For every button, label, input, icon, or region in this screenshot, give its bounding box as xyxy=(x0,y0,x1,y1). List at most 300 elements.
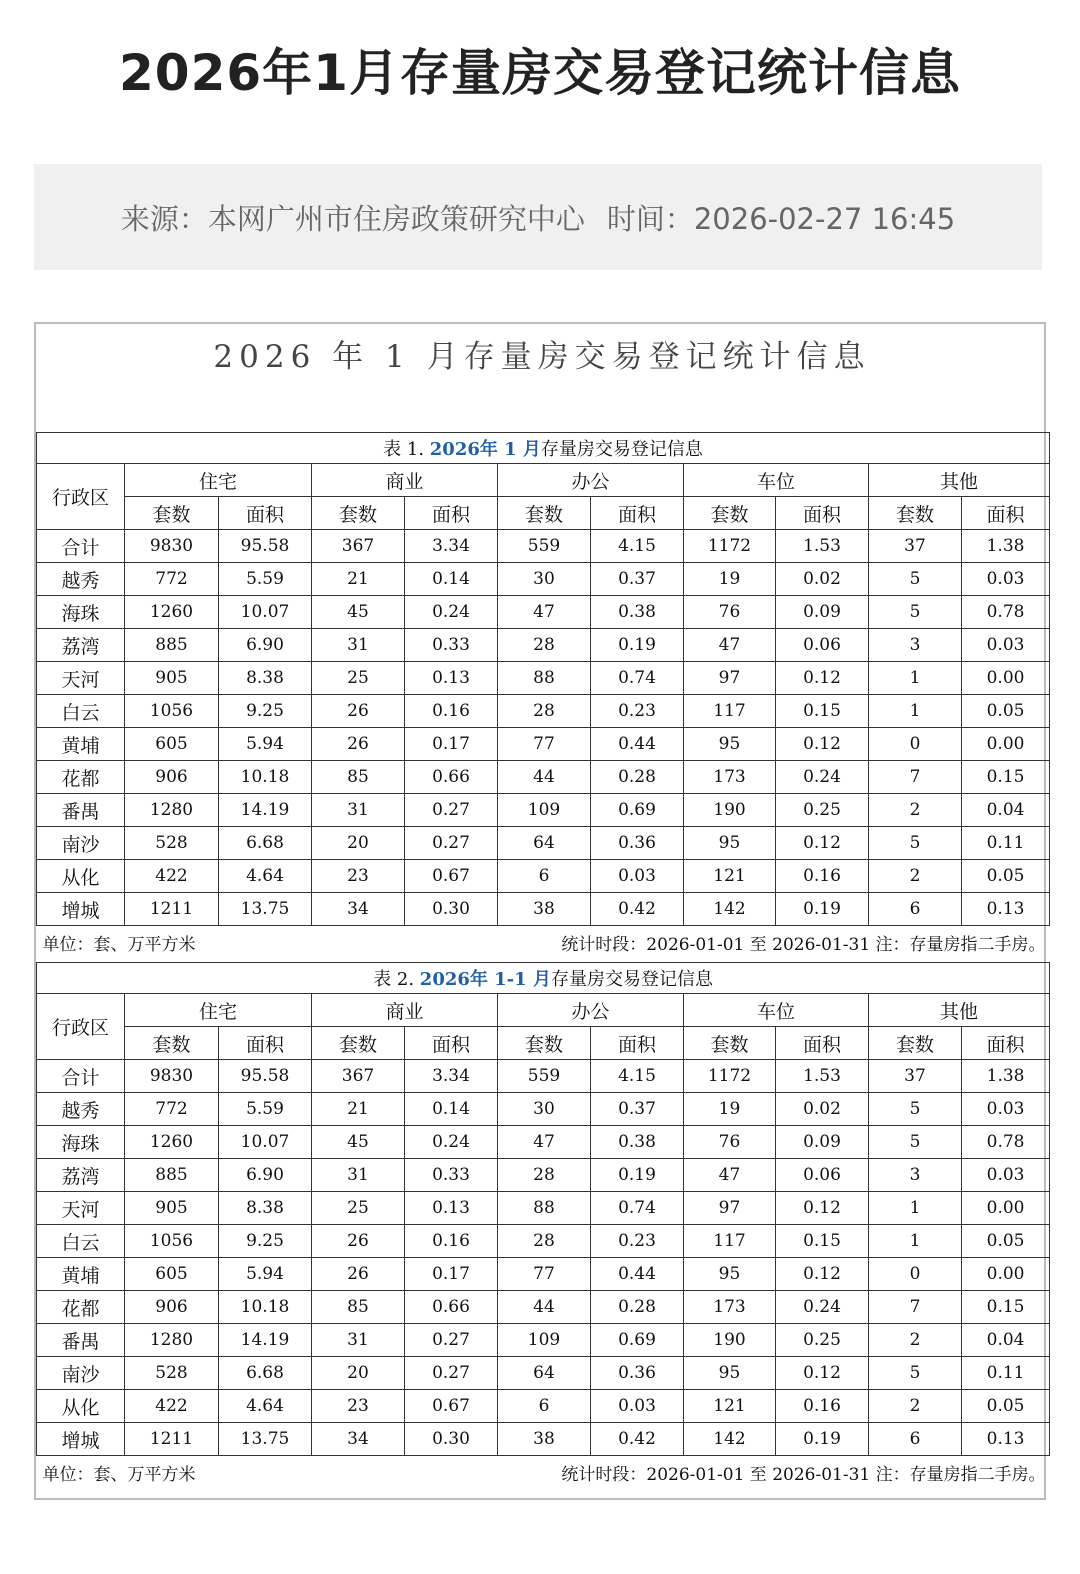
table-cell: 28 xyxy=(498,629,591,662)
table-cell: 13.75 xyxy=(219,893,312,926)
table-cell: 25 xyxy=(312,662,405,695)
table-cell: 367 xyxy=(312,530,405,563)
table-cell: 37 xyxy=(869,530,962,563)
district-name: 黄埔 xyxy=(37,1258,125,1291)
district-name: 荔湾 xyxy=(37,629,125,662)
table-cell: 37 xyxy=(869,1060,962,1093)
table-cell: 47 xyxy=(498,1126,591,1159)
table-cell: 28 xyxy=(498,695,591,728)
table-cell: 0.00 xyxy=(962,662,1050,695)
table-cell: 95 xyxy=(684,827,776,860)
table-cell: 95.58 xyxy=(219,530,312,563)
table-cell: 559 xyxy=(498,530,591,563)
area-header: 面积 xyxy=(405,497,498,530)
table-row xyxy=(37,1324,1050,1357)
table-cell: 0.24 xyxy=(776,761,869,794)
district-name: 黄埔 xyxy=(37,728,125,761)
table-cell: 3.34 xyxy=(405,1060,498,1093)
table-cell: 0.15 xyxy=(776,1225,869,1258)
caption-suffix: 存量房交易登记信息 xyxy=(540,439,703,460)
table-cell: 5 xyxy=(869,1357,962,1390)
table-cell: 0.25 xyxy=(776,794,869,827)
table-cell: 45 xyxy=(312,596,405,629)
table-cell: 0.13 xyxy=(962,1423,1050,1456)
table-cell: 88 xyxy=(498,662,591,695)
table-cell: 1280 xyxy=(125,794,219,827)
table-cell: 1211 xyxy=(125,893,219,926)
table-row xyxy=(37,563,1050,596)
table-cell: 5 xyxy=(869,827,962,860)
table-cell: 77 xyxy=(498,1258,591,1291)
table-cell: 0.14 xyxy=(405,563,498,596)
table-cell: 605 xyxy=(125,1258,219,1291)
table-cell: 6 xyxy=(498,860,591,893)
table-cell: 0.11 xyxy=(962,1357,1050,1390)
district-name: 花都 xyxy=(37,1291,125,1324)
table-cell: 0.06 xyxy=(776,629,869,662)
table-cell: 0.16 xyxy=(776,1390,869,1423)
table-cell: 1 xyxy=(869,662,962,695)
table-cell: 0.03 xyxy=(591,1390,684,1423)
units-count-header: 套数 xyxy=(869,497,962,530)
table-row xyxy=(37,794,1050,827)
table-cell: 25 xyxy=(312,1192,405,1225)
table-row xyxy=(37,1423,1050,1456)
table-cell: 0.36 xyxy=(591,1357,684,1390)
table-cell: 21 xyxy=(312,1093,405,1126)
table-cell: 64 xyxy=(498,1357,591,1390)
table-cell: 0.69 xyxy=(591,794,684,827)
table-row xyxy=(37,596,1050,629)
table-cell: 26 xyxy=(312,1258,405,1291)
table-cell: 0.42 xyxy=(591,893,684,926)
table-cell: 2 xyxy=(869,1324,962,1357)
header-row-categories xyxy=(37,994,1050,1027)
table-cell: 0.27 xyxy=(405,1357,498,1390)
table-cell: 0.12 xyxy=(776,1192,869,1225)
table-cell: 142 xyxy=(684,893,776,926)
district-name: 花都 xyxy=(37,761,125,794)
area-header: 面积 xyxy=(776,497,869,530)
table-cell: 885 xyxy=(125,1159,219,1192)
source-text: 来源：本网广州市住房政策研究中心 xyxy=(120,201,585,236)
table-row xyxy=(37,530,1050,563)
table-row xyxy=(37,1225,1050,1258)
table-cell: 173 xyxy=(684,761,776,794)
table-cell: 14.19 xyxy=(219,794,312,827)
table-cell: 85 xyxy=(312,1291,405,1324)
table-cell: 3.34 xyxy=(405,530,498,563)
district-name: 从化 xyxy=(37,860,125,893)
table-cell: 31 xyxy=(312,629,405,662)
table-cell: 0.03 xyxy=(962,563,1050,596)
table-caption-row xyxy=(37,963,1050,994)
table-row xyxy=(37,1357,1050,1390)
table-cell: 0.24 xyxy=(776,1291,869,1324)
table-cell: 13.75 xyxy=(219,1423,312,1456)
table-cell: 88 xyxy=(498,1192,591,1225)
document-heading: 2026 年 1 月存量房交易登记统计信息 xyxy=(213,339,871,375)
table-cell: 559 xyxy=(498,1060,591,1093)
district-name: 增城 xyxy=(37,893,125,926)
table-row xyxy=(37,893,1050,926)
district-column-header: 行政区 xyxy=(37,464,125,530)
table-row xyxy=(37,860,1050,893)
table-cell: 0.28 xyxy=(591,761,684,794)
table-cell: 121 xyxy=(684,860,776,893)
table-cell: 0.24 xyxy=(405,1126,498,1159)
table-cell: 7 xyxy=(869,761,962,794)
district-name: 南沙 xyxy=(37,1357,125,1390)
category-header: 商业 xyxy=(312,994,498,1027)
table-row xyxy=(37,1093,1050,1126)
header-row-metrics xyxy=(37,497,1050,530)
table-cell: 0.14 xyxy=(405,1093,498,1126)
table-cell: 117 xyxy=(684,1225,776,1258)
table-cell: 3 xyxy=(869,1159,962,1192)
table-cell: 0.05 xyxy=(962,695,1050,728)
table-cell: 21 xyxy=(312,563,405,596)
category-header: 其他 xyxy=(869,994,1050,1027)
units-count-header: 套数 xyxy=(312,497,405,530)
table-footer xyxy=(37,926,1050,959)
stats-table-1 xyxy=(36,432,1050,958)
table-cell: 0.06 xyxy=(776,1159,869,1192)
table-cell: 97 xyxy=(684,1192,776,1225)
table-cell: 0.09 xyxy=(776,596,869,629)
table-cell: 26 xyxy=(312,1225,405,1258)
table-row xyxy=(37,1258,1050,1291)
category-header: 办公 xyxy=(498,994,684,1027)
table-cell: 10.07 xyxy=(219,596,312,629)
category-header: 车位 xyxy=(684,994,869,1027)
table-cell: 109 xyxy=(498,794,591,827)
table-cell: 0.33 xyxy=(405,629,498,662)
table-cell: 6.90 xyxy=(219,629,312,662)
table-cell: 173 xyxy=(684,1291,776,1324)
table-cell: 23 xyxy=(312,1390,405,1423)
table-cell: 5.94 xyxy=(219,1258,312,1291)
table-cell: 0.04 xyxy=(962,794,1050,827)
table-cell: 0.33 xyxy=(405,1159,498,1192)
table-cell: 0.69 xyxy=(591,1324,684,1357)
category-header: 办公 xyxy=(498,464,684,497)
table-cell: 0.00 xyxy=(962,1258,1050,1291)
area-header: 面积 xyxy=(219,497,312,530)
page-title: 2026年1月存量房交易登记统计信息 xyxy=(119,44,961,102)
table-cell: 0.23 xyxy=(591,695,684,728)
table-cell: 0.03 xyxy=(962,1093,1050,1126)
district-name: 合计 xyxy=(37,530,125,563)
district-name: 白云 xyxy=(37,695,125,728)
caption-suffix: 存量房交易登记信息 xyxy=(550,969,713,990)
table-row xyxy=(37,662,1050,695)
table-row xyxy=(37,761,1050,794)
table-cell: 0.02 xyxy=(776,563,869,596)
district-name: 白云 xyxy=(37,1225,125,1258)
table-cell: 0.12 xyxy=(776,662,869,695)
table-cell: 38 xyxy=(498,893,591,926)
district-name: 番禺 xyxy=(37,1324,125,1357)
table-cell: 30 xyxy=(498,563,591,596)
table-cell: 0.15 xyxy=(962,1291,1050,1324)
caption-period: 2026年 1 月 xyxy=(429,439,541,460)
table-cell: 6 xyxy=(869,893,962,926)
table-cell: 64 xyxy=(498,827,591,860)
district-name: 合计 xyxy=(37,1060,125,1093)
table-cell: 905 xyxy=(125,662,219,695)
table-cell: 26 xyxy=(312,695,405,728)
table-cell: 77 xyxy=(498,728,591,761)
table-cell: 0.03 xyxy=(962,1159,1050,1192)
table-cell: 14.19 xyxy=(219,1324,312,1357)
table-cell: 367 xyxy=(312,1060,405,1093)
table-cell: 0.24 xyxy=(405,596,498,629)
table-cell: 0.67 xyxy=(405,1390,498,1423)
category-header: 其他 xyxy=(869,464,1050,497)
table-cell: 0.17 xyxy=(405,1258,498,1291)
table-row xyxy=(37,1159,1050,1192)
table-cell: 76 xyxy=(684,596,776,629)
table-cell: 5.59 xyxy=(219,1093,312,1126)
table-cell: 95 xyxy=(684,1357,776,1390)
table-cell: 528 xyxy=(125,1357,219,1390)
table-cell: 0.30 xyxy=(405,1423,498,1456)
district-name: 南沙 xyxy=(37,827,125,860)
table-cell: 0.12 xyxy=(776,827,869,860)
table-cell: 0.66 xyxy=(405,1291,498,1324)
table-footer xyxy=(37,1456,1050,1489)
table-cell: 31 xyxy=(312,1159,405,1192)
table-cell: 23 xyxy=(312,860,405,893)
table-cell: 6.90 xyxy=(219,1159,312,1192)
table-row xyxy=(37,1192,1050,1225)
table-cell: 47 xyxy=(684,629,776,662)
table-row xyxy=(37,695,1050,728)
table-cell: 0.78 xyxy=(962,1126,1050,1159)
table-cell: 0.13 xyxy=(405,1192,498,1225)
district-name: 荔湾 xyxy=(37,1159,125,1192)
table-cell: 1 xyxy=(869,1192,962,1225)
table-cell: 0.27 xyxy=(405,827,498,860)
table-cell: 0.23 xyxy=(591,1225,684,1258)
table-cell: 1 xyxy=(869,1225,962,1258)
table-row xyxy=(37,1126,1050,1159)
area-header: 面积 xyxy=(962,497,1050,530)
table-cell: 0.16 xyxy=(776,860,869,893)
table-cell: 0 xyxy=(869,1258,962,1291)
table-row xyxy=(37,629,1050,662)
table-cell: 7 xyxy=(869,1291,962,1324)
table-cell: 10.18 xyxy=(219,1291,312,1324)
units-count-header: 套数 xyxy=(312,1027,405,1060)
table-cell: 28 xyxy=(498,1225,591,1258)
table-row xyxy=(37,1060,1050,1093)
period-note: 统计时段：2026-01-01 至 2026-01-31 注：存量房指二手房。 xyxy=(561,934,1046,955)
district-name: 增城 xyxy=(37,1423,125,1456)
table-cell: 117 xyxy=(684,695,776,728)
table-cell: 142 xyxy=(684,1423,776,1456)
table-row xyxy=(37,1390,1050,1423)
table-cell: 0.19 xyxy=(776,893,869,926)
table-cell: 45 xyxy=(312,1126,405,1159)
table-cell: 0.74 xyxy=(591,662,684,695)
table-cell: 0.04 xyxy=(962,1324,1050,1357)
table-cell: 9.25 xyxy=(219,1225,312,1258)
table-cell: 906 xyxy=(125,761,219,794)
table-cell: 19 xyxy=(684,563,776,596)
table-cell: 1056 xyxy=(125,1225,219,1258)
table-cell: 8.38 xyxy=(219,662,312,695)
table-cell: 0.13 xyxy=(962,893,1050,926)
table-cell: 8.38 xyxy=(219,1192,312,1225)
table-cell: 0.16 xyxy=(405,695,498,728)
table-cell: 422 xyxy=(125,860,219,893)
table-cell: 0.12 xyxy=(776,728,869,761)
category-header: 住宅 xyxy=(125,994,312,1027)
area-header: 面积 xyxy=(405,1027,498,1060)
unit-note: 单位：套、万平方米 xyxy=(42,1464,196,1485)
table-cell: 6 xyxy=(498,1390,591,1423)
units-count-header: 套数 xyxy=(498,1027,591,1060)
table-cell: 0.30 xyxy=(405,893,498,926)
table-cell: 0.03 xyxy=(591,860,684,893)
table-cell: 0.02 xyxy=(776,1093,869,1126)
table-cell: 4.15 xyxy=(591,530,684,563)
table-cell: 1056 xyxy=(125,695,219,728)
table-cell: 1172 xyxy=(684,1060,776,1093)
table-cell: 0.66 xyxy=(405,761,498,794)
table-cell: 0.16 xyxy=(405,1225,498,1258)
table-cell: 10.07 xyxy=(219,1126,312,1159)
table-cell: 772 xyxy=(125,563,219,596)
table-cell: 0.19 xyxy=(776,1423,869,1456)
table-cell: 0.37 xyxy=(591,563,684,596)
district-name: 从化 xyxy=(37,1390,125,1423)
table-cell: 3 xyxy=(869,629,962,662)
district-name: 越秀 xyxy=(37,1093,125,1126)
district-name: 海珠 xyxy=(37,1126,125,1159)
table-cell: 0.05 xyxy=(962,1390,1050,1423)
table-cell: 0.11 xyxy=(962,827,1050,860)
table-cell: 772 xyxy=(125,1093,219,1126)
table-cell: 19 xyxy=(684,1093,776,1126)
table-cell: 34 xyxy=(312,1423,405,1456)
table-cell: 0.00 xyxy=(962,728,1050,761)
units-count-header: 套数 xyxy=(684,1027,776,1060)
district-column-header: 行政区 xyxy=(37,994,125,1060)
table-cell: 6.68 xyxy=(219,1357,312,1390)
document-image xyxy=(34,322,1046,1500)
units-count-header: 套数 xyxy=(125,1027,219,1060)
table-cell: 34 xyxy=(312,893,405,926)
table-cell: 1260 xyxy=(125,1126,219,1159)
table-cell: 6 xyxy=(869,1423,962,1456)
table-cell: 605 xyxy=(125,728,219,761)
table-cell: 1260 xyxy=(125,596,219,629)
table-cell: 5.94 xyxy=(219,728,312,761)
table-cell: 44 xyxy=(498,1291,591,1324)
table-caption xyxy=(37,433,1050,464)
table-cell: 1172 xyxy=(684,530,776,563)
table-cell: 44 xyxy=(498,761,591,794)
table-cell: 85 xyxy=(312,761,405,794)
table-cell: 95.58 xyxy=(219,1060,312,1093)
table-cell: 4.64 xyxy=(219,860,312,893)
table-cell: 1.38 xyxy=(962,1060,1050,1093)
table-cell: 0.44 xyxy=(591,728,684,761)
area-header: 面积 xyxy=(962,1027,1050,1060)
category-header: 车位 xyxy=(684,464,869,497)
table-cell: 20 xyxy=(312,827,405,860)
table-cell: 1.38 xyxy=(962,530,1050,563)
table-cell: 9830 xyxy=(125,530,219,563)
area-header: 面积 xyxy=(591,497,684,530)
table-cell: 31 xyxy=(312,794,405,827)
table-cell: 0.74 xyxy=(591,1192,684,1225)
table-cell: 0.44 xyxy=(591,1258,684,1291)
table-cell: 0 xyxy=(869,728,962,761)
table-cell: 0.27 xyxy=(405,1324,498,1357)
table-row xyxy=(37,827,1050,860)
header-row-metrics xyxy=(37,1027,1050,1060)
table-cell: 190 xyxy=(684,794,776,827)
article-meta-box xyxy=(34,164,1042,270)
table-cell: 0.67 xyxy=(405,860,498,893)
table-cell: 0.36 xyxy=(591,827,684,860)
table-cell: 121 xyxy=(684,1390,776,1423)
table-cell: 528 xyxy=(125,827,219,860)
table-cell: 2 xyxy=(869,794,962,827)
table-cell: 5 xyxy=(869,596,962,629)
time-text: 时间：2026-02-27 16:45 xyxy=(606,201,956,236)
table-cell: 190 xyxy=(684,1324,776,1357)
table-cell: 0.19 xyxy=(591,629,684,662)
table-cell: 5.59 xyxy=(219,563,312,596)
table-cell: 906 xyxy=(125,1291,219,1324)
table-cell: 905 xyxy=(125,1192,219,1225)
units-count-header: 套数 xyxy=(498,497,591,530)
table-cell: 95 xyxy=(684,728,776,761)
table-cell: 0.37 xyxy=(591,1093,684,1126)
table-cell: 1 xyxy=(869,695,962,728)
table-cell: 0.38 xyxy=(591,1126,684,1159)
table-cell: 422 xyxy=(125,1390,219,1423)
table-cell: 1.53 xyxy=(776,530,869,563)
district-name: 越秀 xyxy=(37,563,125,596)
district-name: 天河 xyxy=(37,662,125,695)
area-header: 面积 xyxy=(776,1027,869,1060)
table-cell: 10.18 xyxy=(219,761,312,794)
table-cell: 0.12 xyxy=(776,1357,869,1390)
table-cell: 38 xyxy=(498,1423,591,1456)
table-cell: 9830 xyxy=(125,1060,219,1093)
table-cell: 109 xyxy=(498,1324,591,1357)
table-cell: 95 xyxy=(684,1258,776,1291)
district-name: 天河 xyxy=(37,1192,125,1225)
table-footer-row xyxy=(37,1456,1050,1489)
table-cell: 0.00 xyxy=(962,1192,1050,1225)
table-cell: 0.09 xyxy=(776,1126,869,1159)
units-count-header: 套数 xyxy=(125,497,219,530)
district-name: 海珠 xyxy=(37,596,125,629)
stats-table-2 xyxy=(36,962,1050,1488)
table-cell: 0.05 xyxy=(962,860,1050,893)
category-header: 商业 xyxy=(312,464,498,497)
district-name: 番禺 xyxy=(37,794,125,827)
table-cell: 26 xyxy=(312,728,405,761)
table-cell: 2 xyxy=(869,1390,962,1423)
